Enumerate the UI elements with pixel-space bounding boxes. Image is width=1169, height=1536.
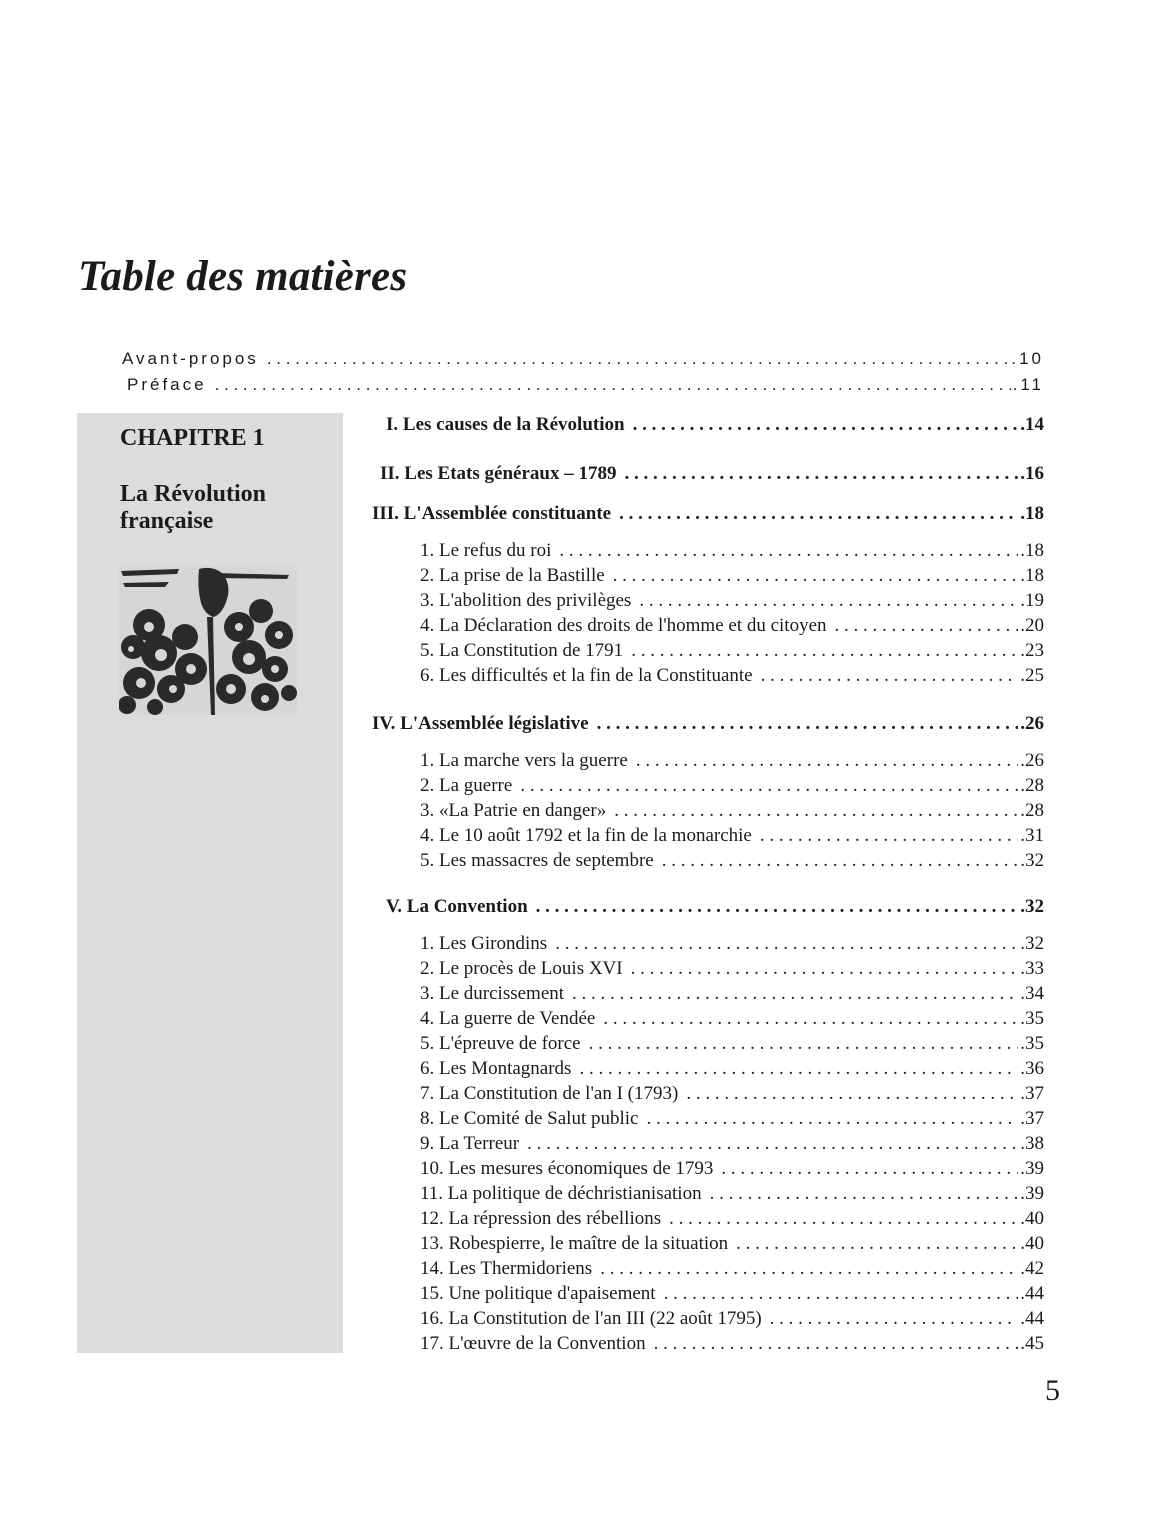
toc-section-label: I. Les causes de la Révolution bbox=[386, 414, 625, 435]
toc-section-page: .26 bbox=[1020, 713, 1044, 734]
toc-item-page: .25 bbox=[1020, 665, 1044, 686]
dot-leader bbox=[613, 563, 1019, 588]
chapter-label: CHAPITRE 1 bbox=[120, 425, 265, 451]
toc-entry-preface[interactable] bbox=[127, 372, 1044, 397]
toc-item-page: .35 bbox=[1020, 1033, 1044, 1054]
toc-item-label: 4. Le 10 août 1792 et la fin de la monarchie bbox=[420, 825, 752, 846]
toc-item-label: 5. L'épreuve de force bbox=[420, 1033, 581, 1054]
page-title: Table des matières bbox=[78, 253, 408, 300]
toc-item-label: 3. «La Patrie en danger» bbox=[420, 800, 607, 821]
dot-leader bbox=[215, 372, 1011, 397]
dot-leader bbox=[589, 1031, 1019, 1056]
toc-item-label: 1. Le refus du roi bbox=[420, 540, 552, 561]
toc-section-page: .18 bbox=[1020, 503, 1044, 524]
toc-item[interactable] bbox=[420, 1006, 1044, 1031]
dot-leader bbox=[572, 981, 1018, 1006]
toc-item[interactable] bbox=[420, 748, 1044, 773]
toc-item-page: .20 bbox=[1020, 615, 1044, 636]
dot-leader bbox=[686, 1081, 1018, 1106]
toc-section-label: II. Les Etats généraux – 1789 bbox=[380, 463, 617, 484]
dot-leader bbox=[721, 1156, 1018, 1181]
toc-item-page: .40 bbox=[1020, 1233, 1044, 1254]
toc-item[interactable] bbox=[420, 1181, 1044, 1206]
toc-item-page: .40 bbox=[1020, 1208, 1044, 1229]
toc-item-page: .38 bbox=[1020, 1133, 1044, 1154]
toc-item[interactable] bbox=[420, 798, 1044, 823]
toc-section[interactable] bbox=[372, 501, 1044, 526]
toc-item-page: .32 bbox=[1020, 933, 1044, 954]
toc-item[interactable] bbox=[420, 1081, 1044, 1106]
toc-item[interactable] bbox=[420, 563, 1044, 588]
chapter-title-line: La Révolution bbox=[120, 481, 267, 507]
toc-item[interactable] bbox=[420, 588, 1044, 613]
toc-item-list bbox=[420, 748, 1044, 873]
toc-item-label: 17. L'œuvre de la Convention bbox=[420, 1333, 646, 1354]
toc-section-page: .32 bbox=[1020, 896, 1044, 917]
toc-item-page: .28 bbox=[1020, 800, 1044, 821]
toc-item-page: .32 bbox=[1020, 850, 1044, 871]
toc-section-label: III. L'Assemblée constituante bbox=[372, 503, 612, 524]
dot-leader bbox=[631, 638, 1018, 663]
dot-leader bbox=[624, 461, 1018, 486]
dot-leader bbox=[760, 823, 1018, 848]
dot-leader bbox=[555, 931, 1018, 956]
toc-item[interactable] bbox=[420, 823, 1044, 848]
toc-item-page: .37 bbox=[1020, 1083, 1044, 1104]
toc-item[interactable] bbox=[420, 1056, 1044, 1081]
toc-section[interactable] bbox=[380, 461, 1044, 486]
toc-item-label: 5. Les massacres de septembre bbox=[420, 850, 654, 871]
toc-item-label: 15. Une politique d'apaisement bbox=[420, 1283, 656, 1304]
toc-item[interactable] bbox=[420, 1256, 1044, 1281]
toc-item-list bbox=[420, 538, 1044, 688]
toc-item-label: 11. La politique de déchristianisation bbox=[420, 1183, 702, 1204]
toc-item-list bbox=[420, 931, 1044, 1356]
toc-item-label: 16. La Constitution de l'an III (22 août 1795) bbox=[420, 1308, 762, 1329]
dot-leader bbox=[600, 1256, 1018, 1281]
dot-leader bbox=[527, 1131, 1018, 1156]
toc-item-label: 4. La Déclaration des droits de l'homme et du citoyen bbox=[420, 615, 827, 636]
toc-item[interactable] bbox=[420, 1331, 1044, 1356]
toc-item[interactable] bbox=[420, 1231, 1044, 1256]
toc-item[interactable] bbox=[420, 1206, 1044, 1231]
dot-leader bbox=[639, 588, 1018, 613]
toc-item-label: 10. Les mesures économiques de 1793 bbox=[420, 1158, 714, 1179]
toc-entry-avant-propos[interactable] bbox=[122, 346, 1044, 371]
toc-item-label: 5. La Constitution de 1791 bbox=[420, 640, 624, 661]
toc-section-page: .16 bbox=[1020, 463, 1044, 484]
toc-item-label: 14. Les Thermidoriens bbox=[420, 1258, 593, 1279]
dot-leader bbox=[646, 1106, 1018, 1131]
dot-leader bbox=[619, 501, 1018, 526]
toc-item-page: .39 bbox=[1020, 1158, 1044, 1179]
toc-item[interactable] bbox=[420, 1156, 1044, 1181]
toc-item-page: .26 bbox=[1020, 750, 1044, 771]
dot-leader bbox=[633, 412, 1019, 437]
toc-item[interactable] bbox=[420, 956, 1044, 981]
dot-leader bbox=[267, 346, 1010, 371]
dot-leader bbox=[597, 711, 1019, 736]
toc-item-label: 2. Le procès de Louis XVI bbox=[420, 958, 623, 979]
toc-item-page: .45 bbox=[1020, 1333, 1044, 1354]
toc-item-label: 13. Robespierre, le maître de la situation bbox=[420, 1233, 729, 1254]
toc-item[interactable] bbox=[420, 638, 1044, 663]
toc-entry-page: .11 bbox=[1012, 375, 1044, 394]
chapter-title-line: française bbox=[120, 508, 214, 534]
engraving-illustration bbox=[119, 565, 297, 715]
toc-item-page: .42 bbox=[1020, 1258, 1044, 1279]
dot-leader bbox=[603, 1006, 1018, 1031]
toc-entry-label: Préface bbox=[127, 375, 207, 394]
dot-leader bbox=[579, 1056, 1018, 1081]
toc-item[interactable] bbox=[420, 773, 1044, 798]
toc-item-page: .37 bbox=[1020, 1108, 1044, 1129]
toc-item-page: .19 bbox=[1020, 590, 1044, 611]
toc-item-label: 3. Le durcissement bbox=[420, 983, 565, 1004]
dot-leader bbox=[835, 613, 1019, 638]
toc-item[interactable] bbox=[420, 981, 1044, 1006]
dot-leader bbox=[654, 1331, 1019, 1356]
dot-leader bbox=[669, 1206, 1018, 1231]
chapter-sidebar bbox=[77, 413, 343, 1353]
toc-item-page: .31 bbox=[1020, 825, 1044, 846]
toc-item-label: 4. La guerre de Vendée bbox=[420, 1008, 596, 1029]
toc-item-page: .44 bbox=[1020, 1283, 1044, 1304]
toc-section[interactable] bbox=[386, 412, 1044, 437]
toc-item[interactable] bbox=[420, 1131, 1044, 1156]
toc-section[interactable] bbox=[372, 711, 1044, 736]
toc-item-page: .23 bbox=[1020, 640, 1044, 661]
toc-section-label: V. La Convention bbox=[386, 896, 528, 917]
toc-item[interactable] bbox=[420, 931, 1044, 956]
toc-item-label: 2. La guerre bbox=[420, 775, 513, 796]
dot-leader bbox=[662, 848, 1019, 873]
toc-item-page: .39 bbox=[1020, 1183, 1044, 1204]
toc-section[interactable] bbox=[386, 894, 1044, 919]
toc-item-label: 2. La prise de la Bastille bbox=[420, 565, 605, 586]
toc-item[interactable] bbox=[420, 1281, 1044, 1306]
toc-item[interactable] bbox=[420, 613, 1044, 638]
toc-item-page: .33 bbox=[1020, 958, 1044, 979]
dot-leader bbox=[631, 956, 1019, 981]
toc-item-label: 8. Le Comité de Salut public bbox=[420, 1108, 639, 1129]
toc-item-page: .34 bbox=[1020, 983, 1044, 1004]
toc-item-label: 1. Les Girondins bbox=[420, 933, 548, 954]
toc-item-label: 3. L'abolition des privilèges bbox=[420, 590, 632, 611]
toc-item[interactable] bbox=[420, 1106, 1044, 1131]
dot-leader bbox=[761, 663, 1019, 688]
toc-item-page: .36 bbox=[1020, 1058, 1044, 1079]
toc-item-label: 7. La Constitution de l'an I (1793) bbox=[420, 1083, 679, 1104]
toc-item-label: 1. La marche vers la guerre bbox=[420, 750, 628, 771]
toc-item-page: .18 bbox=[1020, 565, 1044, 586]
toc-item[interactable] bbox=[420, 663, 1044, 688]
dot-leader bbox=[536, 894, 1019, 919]
toc-section-page: .14 bbox=[1020, 414, 1044, 435]
toc-item-page: .28 bbox=[1020, 775, 1044, 796]
page-number: 5 bbox=[1045, 1374, 1060, 1407]
toc-entry-page: .10 bbox=[1011, 349, 1044, 368]
toc-item-label: 6. Les Montagnards bbox=[420, 1058, 572, 1079]
toc-item[interactable] bbox=[420, 1031, 1044, 1056]
dot-leader bbox=[710, 1181, 1019, 1206]
toc-item[interactable] bbox=[420, 848, 1044, 873]
dot-leader bbox=[770, 1306, 1019, 1331]
chapter-title bbox=[120, 481, 320, 535]
toc-item[interactable] bbox=[420, 1306, 1044, 1331]
toc-item-page: .44 bbox=[1020, 1308, 1044, 1329]
toc-item-page: .35 bbox=[1020, 1008, 1044, 1029]
toc-item-label: 9. La Terreur bbox=[420, 1133, 520, 1154]
dot-leader bbox=[636, 748, 1018, 773]
dot-leader bbox=[664, 1281, 1019, 1306]
dot-leader bbox=[614, 798, 1018, 823]
toc-entry-label: Avant-propos bbox=[122, 349, 259, 368]
dot-leader bbox=[559, 538, 1018, 563]
toc-item-label: 6. Les difficultés et la fin de la Constituante bbox=[420, 665, 753, 686]
toc-item[interactable] bbox=[420, 538, 1044, 563]
dot-leader bbox=[520, 773, 1018, 798]
toc-item-label: 12. La répression des rébellions bbox=[420, 1208, 662, 1229]
toc-section-label: IV. L'Assemblée législative bbox=[372, 713, 589, 734]
dot-leader bbox=[736, 1231, 1018, 1256]
toc-item-page: .18 bbox=[1020, 540, 1044, 561]
